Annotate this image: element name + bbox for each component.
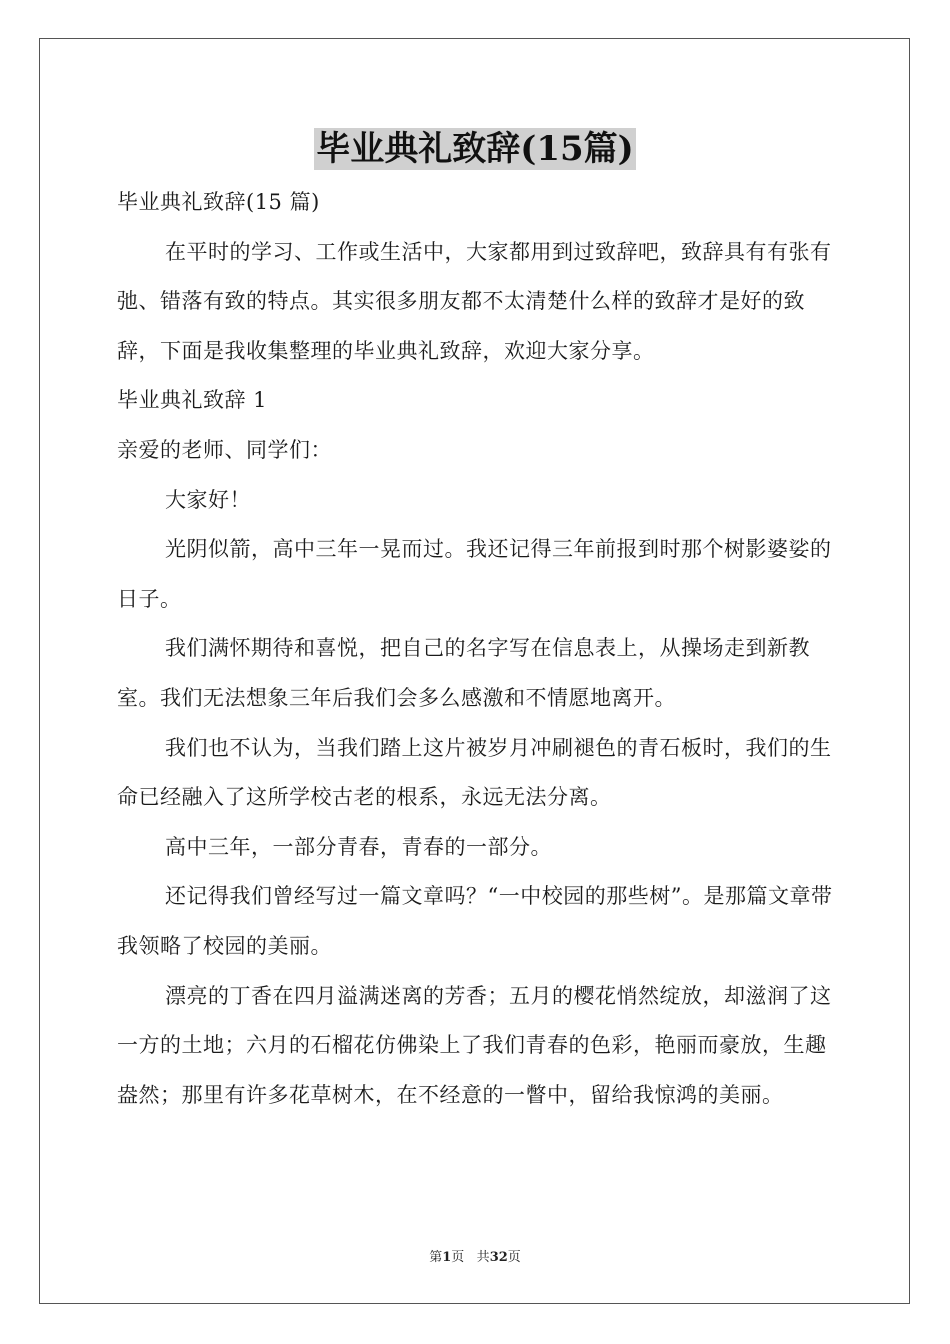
page-footer <box>0 1246 950 1265</box>
document-title: 毕业典礼致辞(15篇) <box>316 129 634 169</box>
paragraph: 光阴似箭，高中三年一晃而过。我还记得三年前报到时那个树影婆娑的日子。 <box>117 537 832 611</box>
paragraph: 我们满怀期待和喜悦，把自己的名字写在信息表上，从操场走到新教室。我们无法想象三年后我们会多么感激和不情愿地离开。 <box>117 636 810 710</box>
document-body <box>117 178 837 1120</box>
page-prefix: 第 <box>429 1250 443 1265</box>
total-suffix: 页 <box>507 1250 521 1265</box>
page-suffix: 页 <box>451 1250 465 1265</box>
total-prefix: 共 <box>476 1250 490 1265</box>
paragraph: 还记得我们曾经写过一篇文章吗？“一中校园的那些树”。是那篇文章带我领略了校园的美丽。 <box>117 884 833 958</box>
paragraph-list <box>117 228 837 1121</box>
paragraph: 漂亮的丁香在四月溢满迷离的芳香；五月的樱花悄然绽放，却滋润了这一方的土地；六月的石榴花仿佛染上了我们青春的色彩，艳丽而豪放，生趣盎然；那里有许多花草树木，在不经意的一瞥中，留给我惊鸿的美丽。 <box>117 983 832 1107</box>
title-container <box>0 128 950 170</box>
paragraph: 高中三年，一部分青春，青春的一部分。 <box>165 834 552 859</box>
total-pages: 32 <box>489 1250 508 1265</box>
document-subtitle: 毕业典礼致辞(15 篇) <box>117 190 320 214</box>
paragraph: 大家好！ <box>165 487 251 512</box>
paragraph: 亲爱的老师、同学们： <box>117 437 332 462</box>
paragraph: 毕业典礼致辞 1 <box>117 388 268 413</box>
page-number: 1 <box>442 1250 452 1265</box>
paragraph: 在平时的学习、工作或生活中，大家都用到过致辞吧，致辞具有有张有弛、错落有致的特点。其实很多朋友都不太清楚什么样的致辞才是好的致辞，下面是我收集整理的毕业典礼致辞，欢迎大家分享。 <box>117 239 832 363</box>
paragraph: 我们也不认为，当我们踏上这片被岁月冲刷褪色的青石板时，我们的生命已经融入了这所学校古老的根系，永远无法分离。 <box>117 735 832 810</box>
